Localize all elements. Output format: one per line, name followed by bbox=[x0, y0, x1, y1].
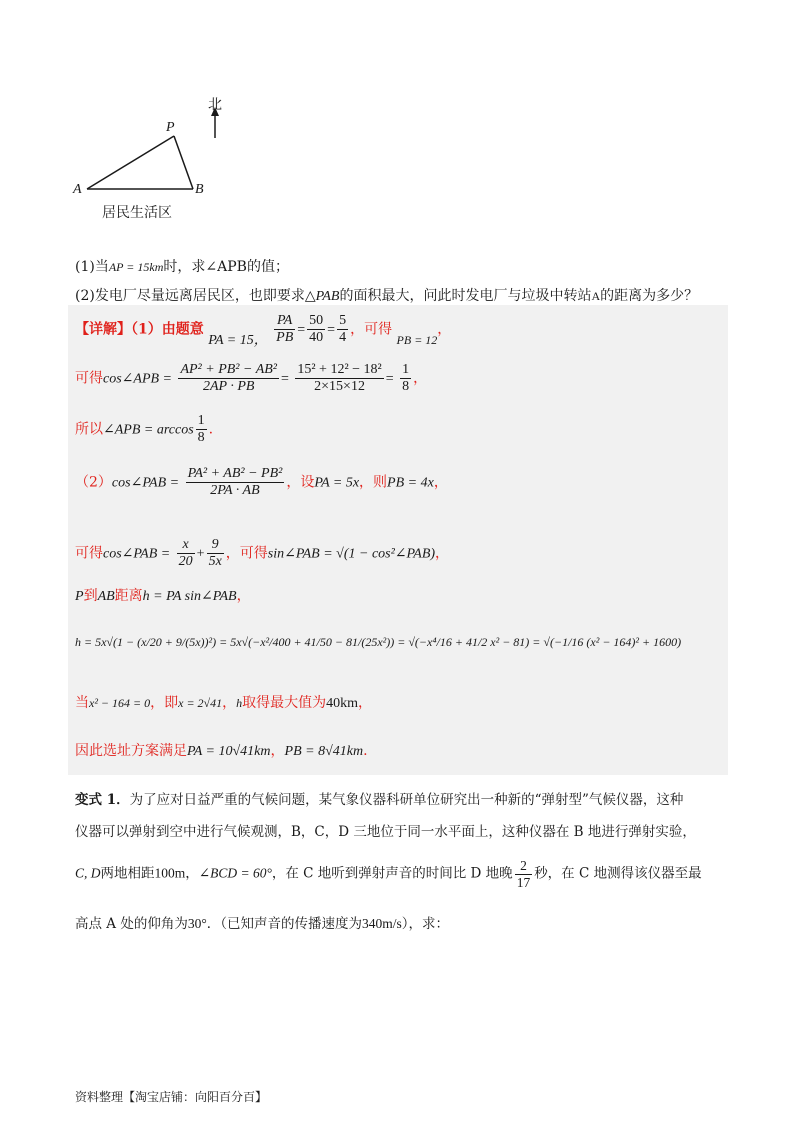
variant-line-3: C, D两地相距100m，∠BCD = 60°，在 C 地听到弹射声音的时间比 D 地晚 $\frac{2}{17}$ 秒，在 C 地测得该仪器至最 bbox=[75, 858, 702, 890]
l1-frac3: $\frac{5}{4}$ bbox=[339, 313, 347, 346]
l5-frac1: $\frac{x}{20}$ bbox=[178, 537, 193, 570]
footer-text: 资料整理【淘宝店铺：向阳百分百】 bbox=[75, 1090, 268, 1104]
q2-suffix: 的距离为多少？ bbox=[600, 288, 699, 304]
point-p-label: P bbox=[166, 120, 175, 135]
solution-line-5: 可得cos∠PAB = $\frac{x}{20}$ + $\frac{9}{5x}$ ，可得sin∠PAB = √(1 − cos²∠PAB)， bbox=[75, 537, 450, 570]
solution-line-2: 可得cos∠APB = $\frac{\text{AP² + PB² − AB²}}{2AP \cdot PB}$ = $\frac{\text{15² + 12² − 18²}}{2\times 15\times 12}$ = $\frac{1}{8}$ ， bbox=[75, 362, 428, 395]
l1-frac1: $\frac{PA}{PB}$ bbox=[276, 313, 294, 346]
l2-frac3: $\frac{1}{8}$ bbox=[402, 362, 410, 395]
side-ap bbox=[87, 136, 174, 189]
l5-frac2: $\frac{9}{5x}$ bbox=[208, 537, 222, 570]
question-1 bbox=[75, 256, 289, 276]
q2-a: A bbox=[591, 289, 601, 303]
q2-prefix: (2)发电厂尽量远离居民区，也即要求 bbox=[75, 288, 305, 304]
solution-line-7 bbox=[75, 635, 681, 650]
l1-m2: PB = 12 bbox=[396, 332, 438, 347]
l1-frac2: $\frac{50}{40}$ bbox=[309, 313, 324, 346]
solution-line-6: P到AB距离h = PA sin∠PAB， bbox=[75, 588, 251, 604]
solution-line-1: 【详解】（1）由题意 PA = 15， $\frac{PA}{PB}$ = $\frac{50}{40}$ = $\frac{5}{4}$ ，可得 PB = 12， bbox=[75, 313, 452, 348]
solution-line-4: （2）cos∠PAB = $\frac{\text{PA² + AB² − PB²}}{2PA \cdot AB}$ ，设PA = 5x，则PB = 4x， bbox=[75, 466, 448, 499]
region-label: 居民生活区 bbox=[102, 205, 172, 221]
solution-line-9: 因此选址方案满足PA = 10√41km，PB = 8√41km. bbox=[75, 743, 368, 759]
q1-prefix: (1)当 bbox=[75, 259, 109, 275]
variant-title: 变式 1． bbox=[75, 792, 130, 808]
q2-math: △PAB bbox=[304, 289, 340, 304]
q2-mid: 的面积最大，问此时发电厂与垃圾中转站 bbox=[339, 288, 592, 304]
variant-line-2: 仪器可以弹射到空中进行气候观测，B，C，D 三地位于同一水平面上，这种仪器在 B 地进行弹射实验， bbox=[75, 824, 696, 840]
l1-m1: PA = 15， bbox=[208, 332, 268, 348]
l7-math: h = 5x√(1 − (x/20 + 9/(5x))²) = 5x√(−x²/400 + 41/50 − 81/(25x²)) = √(−x⁴/16 + 41/2 x² − 81) = √(−1/16 (x² − 164)² + 1600) bbox=[75, 635, 682, 649]
variant-line-4: 高点 A 处的仰角为30°．（已知声音的传播速度为340m/s），求： bbox=[75, 916, 450, 932]
q1-suffix: 时，求∠APB的值； bbox=[163, 259, 289, 275]
l4-frac: $\frac{\text{PA² + AB² − PB²}}{2PA \cdot AB}$ bbox=[187, 466, 283, 499]
point-a-label: A bbox=[73, 182, 82, 197]
l3-frac: $\frac{1}{8}$ bbox=[197, 413, 205, 446]
side-pb bbox=[174, 136, 193, 189]
solution-line-8: 当x² − 164 = 0，即x = 2√41，h取得最大值为40km， bbox=[75, 695, 373, 711]
solution-tag: 【详解】（1）由题意 bbox=[75, 321, 204, 338]
variant-line-1: 变式 1．为了应对日益严重的气候问题，某气象仪器科研单位研究出一种新的“弹射型”气候仪器，这种 bbox=[75, 792, 684, 808]
solution-line-3: 所以∠APB = arccos $\frac{1}{8}$ . bbox=[75, 413, 214, 446]
variant-frac: $\frac{2}{17}$ bbox=[516, 858, 531, 890]
l2-frac1: $\frac{\text{AP² + PB² − AB²}}{2AP \cdot PB}$ bbox=[180, 362, 277, 395]
point-b-label: B bbox=[195, 182, 204, 197]
north-label: 北 bbox=[208, 97, 222, 113]
l2-frac2: $\frac{\text{15² + 12² − 18²}}{2\times 15\times 12}$ bbox=[297, 362, 382, 395]
question-2 bbox=[75, 285, 698, 305]
q1-math: AP = 15km bbox=[108, 260, 164, 274]
